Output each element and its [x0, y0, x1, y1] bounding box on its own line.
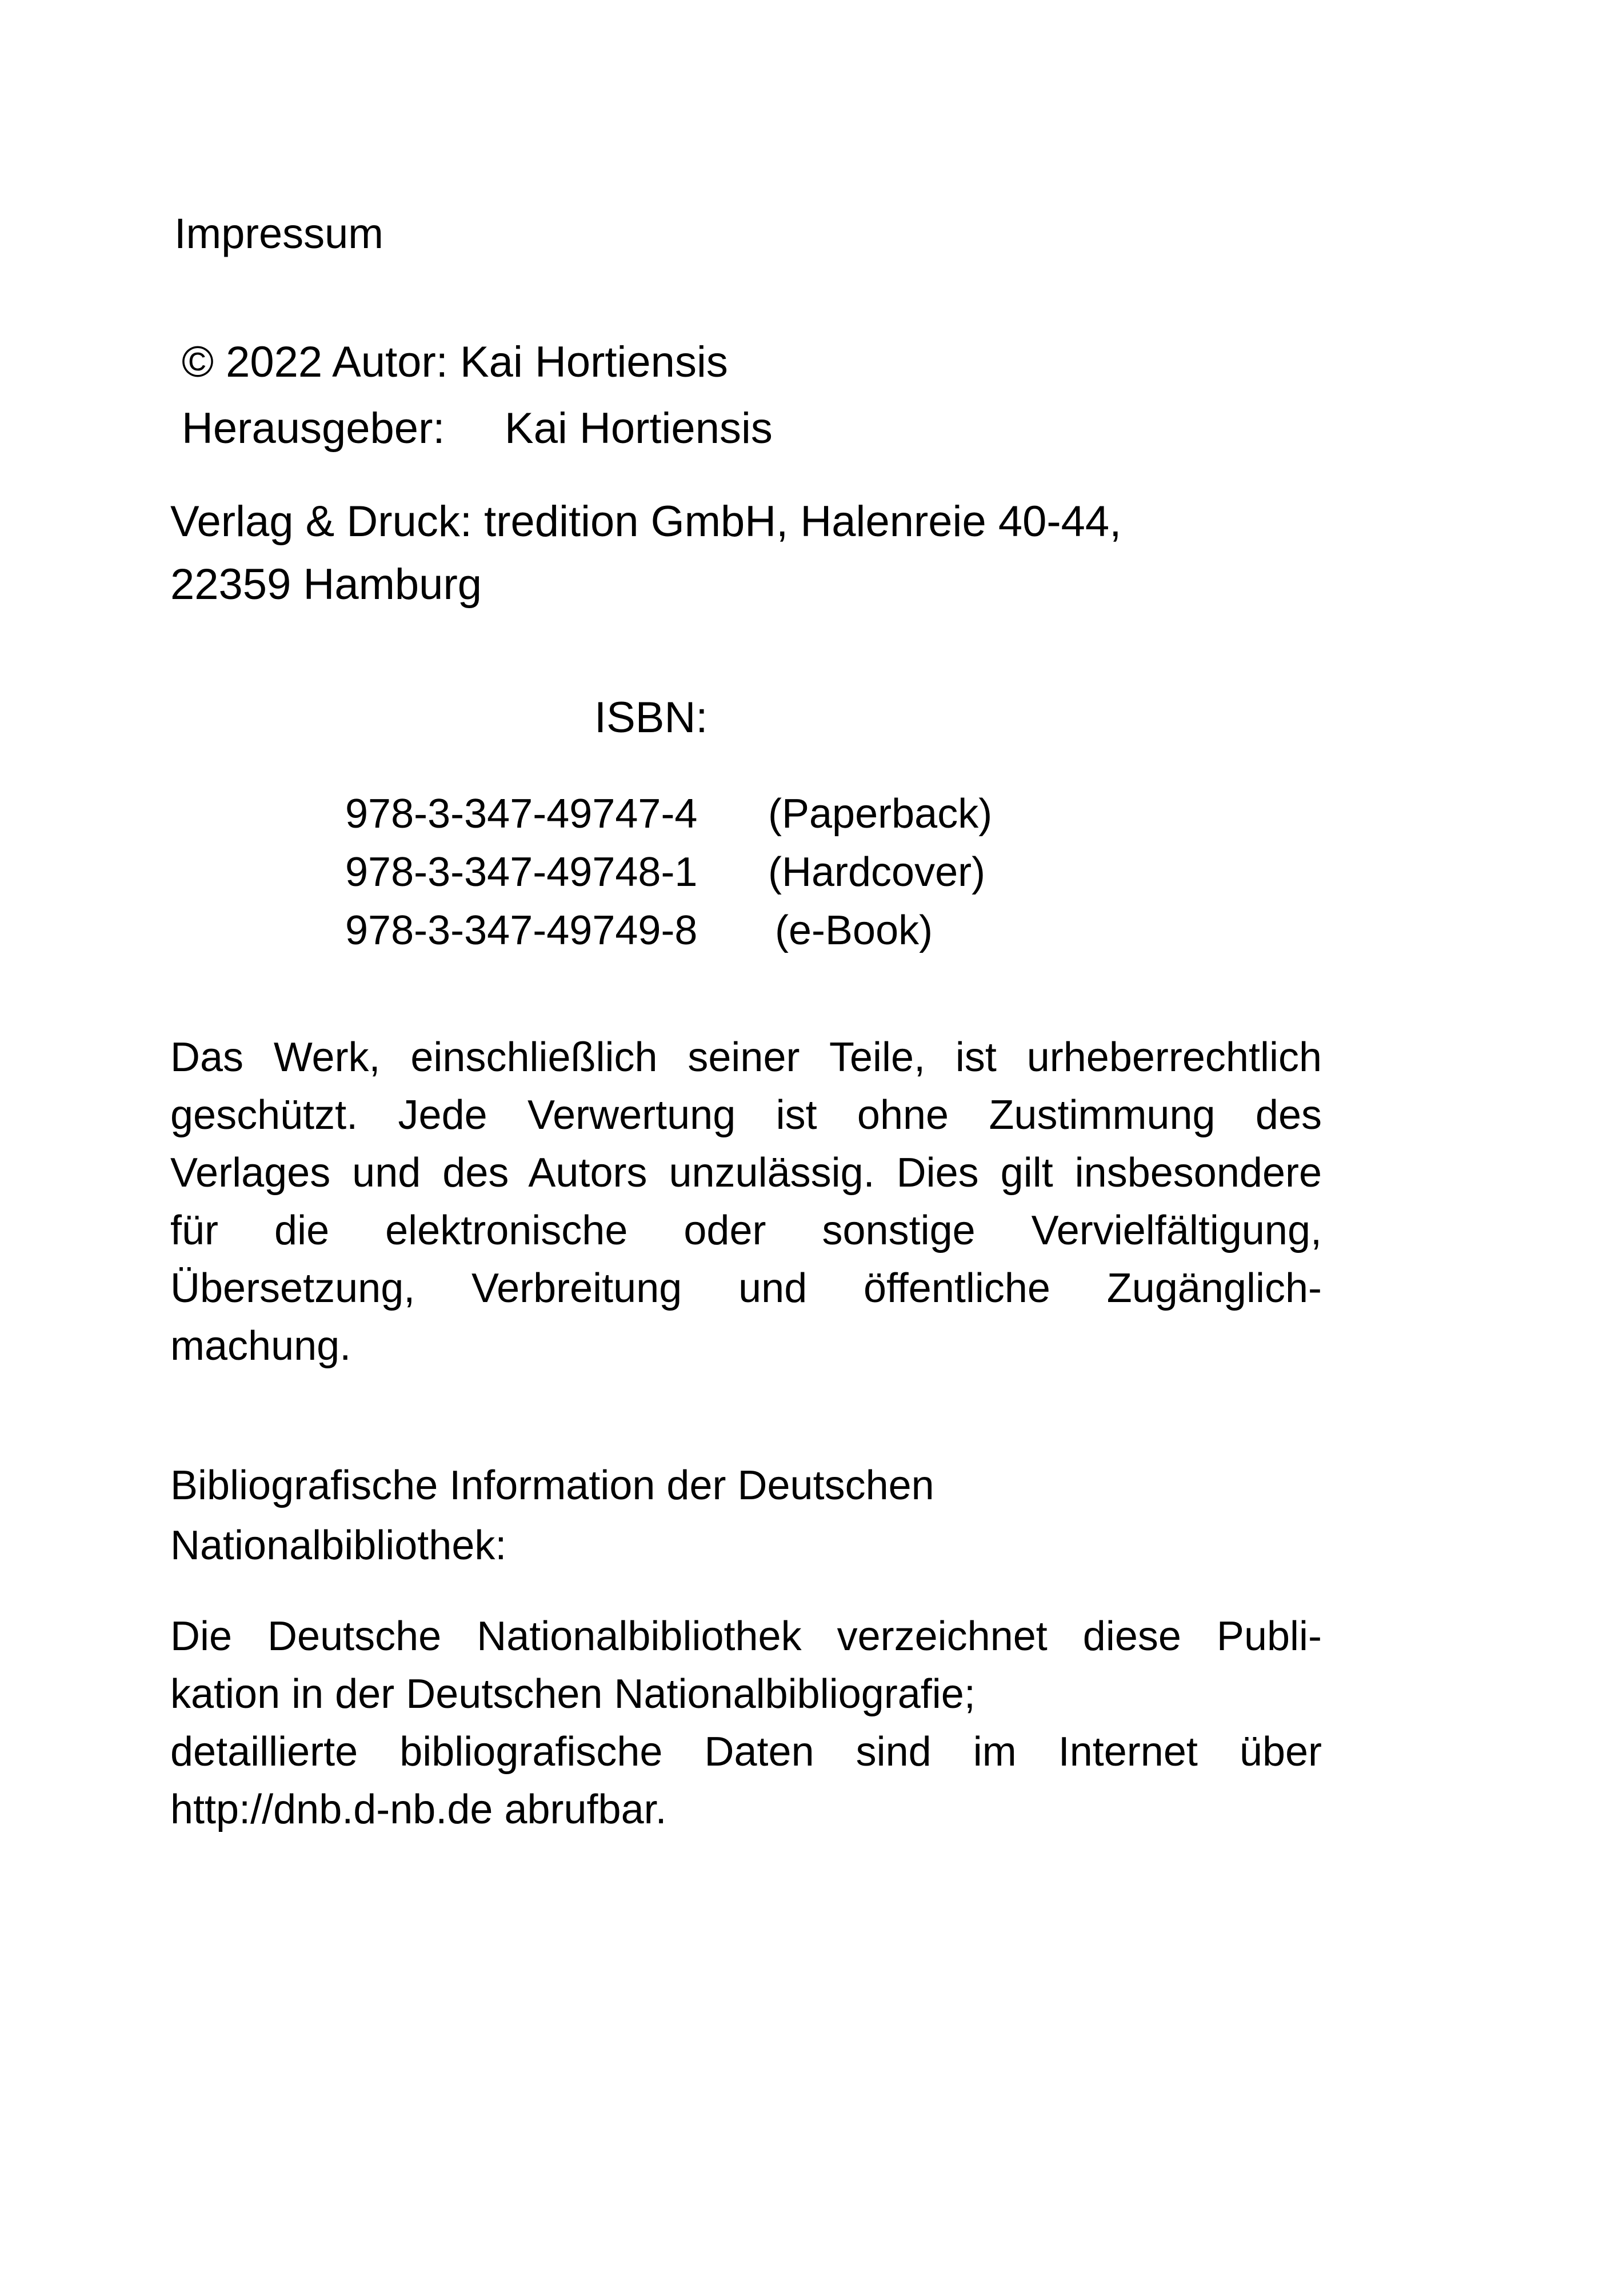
bibliographic-heading-line-2: Nationalbibliothek: — [170, 1523, 507, 1568]
printer-address-line-2: 22359 Hamburg — [170, 560, 482, 609]
bibliographic-heading-line-1: Bibliografische Information der Deutschen — [170, 1463, 934, 1508]
copyright-notice-line: Verlages und des Autors unzulässig. Dies gilt insbesondere — [170, 1150, 1322, 1196]
copyright-notice — [170, 1029, 1322, 1375]
page-title: Impressum — [174, 210, 383, 257]
bibliographic-text-line: detaillierte bibliografische Daten sind im Internet über — [170, 1729, 1322, 1775]
isbn-entry-ebook — [345, 910, 933, 951]
bibliographic-text — [170, 1608, 1322, 1839]
isbn-number: 978-3-347-49748-1 — [345, 849, 698, 895]
copyright-notice-line: Übersetzung, Verbreitung und öffentliche Zugänglich- — [170, 1265, 1322, 1311]
isbn-number: 978-3-347-49749-8 — [345, 908, 698, 953]
copyright-notice-line: geschützt. Jede Verwertung ist ohne Zustimmung des — [170, 1092, 1322, 1138]
isbn-entry-hardcover — [345, 849, 986, 895]
copyright-author-line: © 2022 Autor: Kai Hortiensis — [182, 338, 728, 386]
isbn-format: (Paperback) — [768, 791, 993, 837]
copyright-notice-line: machung. — [170, 1323, 351, 1369]
isbn-format: (e-Book) — [775, 908, 933, 953]
copyright-notice-line: Das Werk, einschließlich seiner Teile, ist urheberrechtlich — [170, 1035, 1322, 1080]
publisher-label: Herausgeber: — [182, 404, 445, 453]
publisher-name: Kai Hortiensis — [505, 404, 773, 453]
isbn-entry-paperback — [345, 791, 993, 837]
isbn-label: ISBN: — [594, 693, 708, 742]
bibliographic-text-line: http://dnb.d-nb.de abrufbar. — [170, 1787, 667, 1832]
isbn-number: 978-3-347-49747-4 — [345, 791, 698, 837]
copyright-notice-line: für die elektronische oder sonstige Vervielfältigung, — [170, 1208, 1322, 1253]
isbn-format: (Hardcover) — [768, 849, 986, 895]
bibliographic-text-line: kation in der Deutschen Nationalbibliografie; — [170, 1671, 976, 1717]
publisher-line — [182, 404, 773, 453]
bibliographic-text-line: Die Deutsche Nationalbibliothek verzeichnet diese Publi- — [170, 1614, 1322, 1659]
printer-address-line-1: Verlag & Druck: tredition GmbH, Halenreie 40-44, — [170, 497, 1122, 546]
